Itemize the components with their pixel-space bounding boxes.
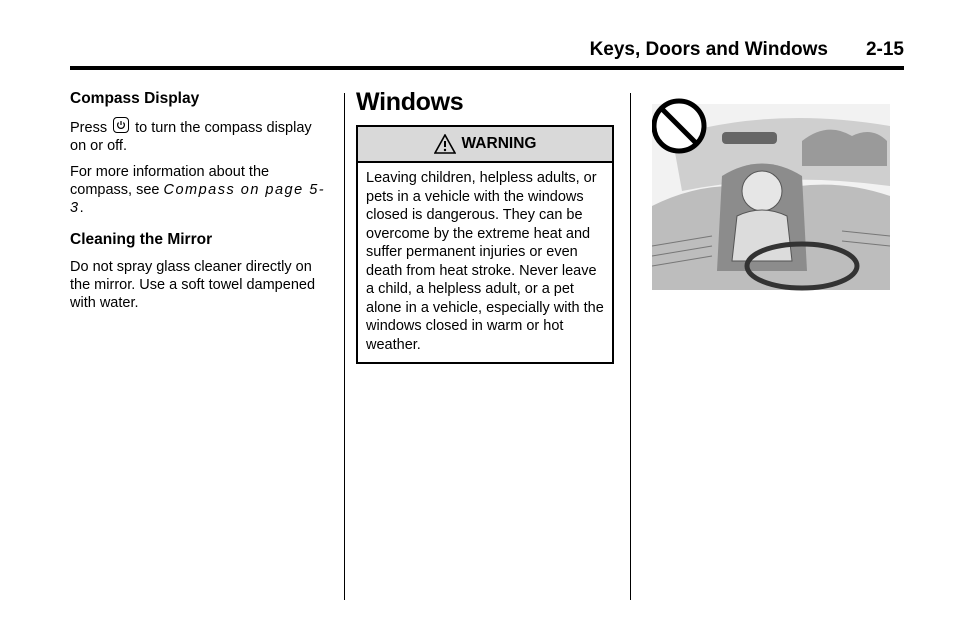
warning-box (356, 125, 614, 364)
compass-period: . (79, 200, 84, 216)
compass-paragraph-1 (70, 117, 330, 155)
child-in-car-illustration (652, 96, 890, 292)
warning-label: WARNING (461, 135, 537, 152)
compass-cross-reference[interactable]: Compass on page 5-3 (70, 182, 326, 216)
page-header (70, 38, 904, 70)
compass-press-text: Press (70, 120, 108, 136)
cleaning-heading: Cleaning the Mirror (70, 231, 213, 248)
windows-heading: Windows (356, 88, 464, 116)
warning-triangle-icon (434, 134, 456, 154)
page-number: 2-15 (865, 39, 904, 60)
middle-column (356, 88, 618, 364)
no-symbol-icon (654, 101, 704, 151)
power-button-icon (113, 117, 129, 133)
warning-text: Leaving children, helpless adults, or pets in a vehicle with the windows closed is dangerous. They can be overcome by the extreme heat and suffer permanent injuries or even death from heat stroke. Never leave a child, a helpless adult, or a pet alone in a vehicle, especially with the windows closed in warm or hot weather. (366, 170, 604, 353)
compass-see-text: For more information about the compass, see (70, 164, 270, 198)
left-column (70, 90, 330, 320)
compass-press-after: to turn the compass display on or off. (70, 120, 312, 154)
cleaning-paragraph: Do not spray glass cleaner directly on the mirror. Use a soft towel dampened with water. (70, 259, 316, 311)
compass-paragraph-2 (70, 163, 330, 217)
section-title: Keys, Doors and Windows (589, 39, 828, 60)
column-divider-right (630, 93, 631, 600)
column-divider-left (344, 93, 345, 600)
compass-heading: Compass Display (70, 90, 200, 107)
warning-header (358, 127, 612, 163)
